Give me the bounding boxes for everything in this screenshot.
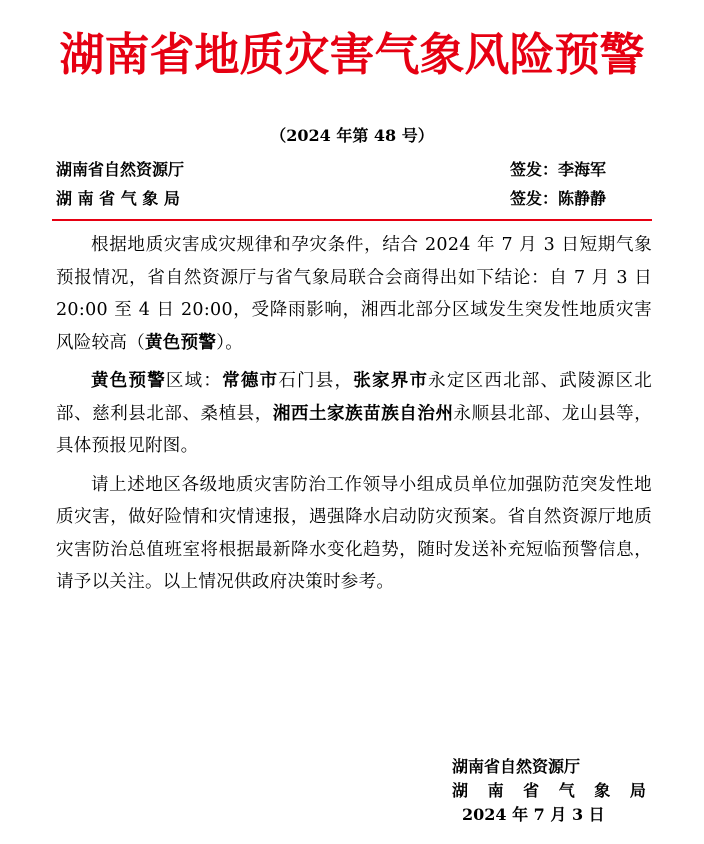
paragraph-text: 永定区西北部、武陵源区北部、慈利县北部、桑植县， xyxy=(56,371,653,424)
paragraph-text: 区域： xyxy=(165,371,223,391)
paragraph-text: 永顺县北部、龙山县等，具体预报见附图。 xyxy=(56,403,652,456)
paragraph-warning-areas xyxy=(56,365,652,463)
signer-label: 签发：李海军 xyxy=(510,160,607,179)
issuer-row-natural-resources xyxy=(56,156,634,184)
footer-org-meteorological: 湖 南 省 气 象 局 xyxy=(452,781,653,800)
paragraph-forecast xyxy=(56,229,652,359)
city-name: 张家界市 xyxy=(353,371,429,391)
paragraph-text: 石门县， xyxy=(278,371,354,391)
document-title: 湖南省地质灾害气象风险预警 xyxy=(59,28,645,81)
warning-level-label: 黄色预警 xyxy=(91,371,166,391)
city-name: 常德市 xyxy=(222,371,279,391)
paragraph-instructions: 请上述地区各级地质灾害防治工作领导小组成员单位加强防范突发性地质灾害，做好险情和灾情速报，遇强降水启动防灾预案。省自然资源厅地质灾害防治总值班室将根据最新降水变化趋势，随时发送补充短临预警信息，请予以关注。以上情况供政府决策时参考。 xyxy=(56,474,652,592)
issuer-row-meteorological xyxy=(56,185,634,213)
paragraph-text: ）。 xyxy=(216,332,244,353)
document-footer xyxy=(452,755,652,827)
footer-org-natural-resources: 湖南省自然资源厅 xyxy=(452,757,581,776)
red-divider-line xyxy=(52,219,652,221)
issuer-name: 湖 南 省 气 象 局 xyxy=(56,189,180,208)
document-body xyxy=(56,229,652,605)
paragraph-text: 根据地质灾害成灾规律和孕灾条件，结合 2024 年 7 月 3 日短期气象预报情况，省自然资源厅与省气象局联合会商得出如下结论：自 7 月 3 日 20:00 至 4 日 20:00，受降雨影响，湘西北部分区域发生突发性地质灾害风险较高（ xyxy=(56,235,652,353)
footer-date: 2024 年 7 月 3 日 xyxy=(462,805,605,824)
document-number: （2024 年第 48 号） xyxy=(270,126,434,145)
prefecture-name: 湘西土家族苗族自治州 xyxy=(272,403,454,424)
warning-level-emphasis: 黄色预警 xyxy=(145,332,217,353)
signer-label: 签发：陈静静 xyxy=(510,189,607,208)
issuer-name: 湖南省自然资源厅 xyxy=(56,160,185,179)
